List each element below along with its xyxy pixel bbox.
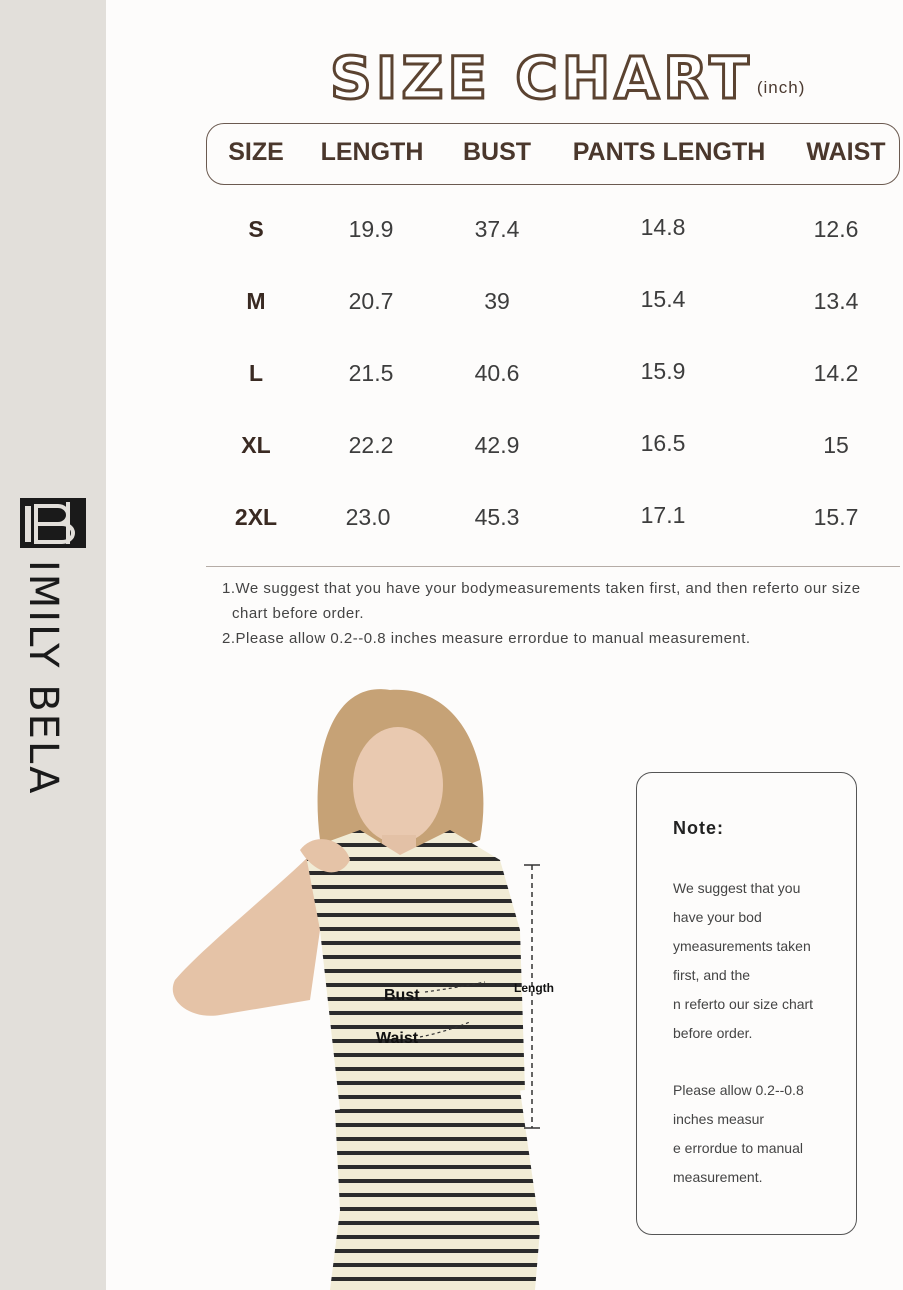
note-line: inches measur <box>673 1111 765 1127</box>
bust-label: Bust <box>384 987 420 1004</box>
length-cell: 20.7 <box>348 288 394 314</box>
size-cell: L <box>248 360 264 386</box>
size-cell: XL <box>241 432 271 458</box>
note-line: We suggest that you <box>673 880 801 896</box>
note-title: Note: <box>673 818 724 838</box>
note-line: chart before order. <box>232 605 365 622</box>
waist-cell: 13.4 <box>813 288 859 314</box>
length-cell: 21.5 <box>348 360 394 386</box>
waist-cell: 15 <box>823 432 849 458</box>
measurement-notes <box>222 576 902 651</box>
note-line: first, and the <box>673 967 751 983</box>
waist-label: Waist <box>376 1030 419 1047</box>
note-line: e errordue to manual <box>673 1140 803 1156</box>
pants-length-cell: 15.9 <box>640 358 686 384</box>
size-cell: M <box>246 288 266 314</box>
column-header-bust: BUST <box>462 138 532 166</box>
note-line: before order. <box>673 1025 753 1041</box>
model-photo <box>160 670 580 1290</box>
table-header-pill <box>206 123 900 185</box>
pants-length-cell: 15.4 <box>640 286 686 312</box>
page-title-block <box>330 40 805 110</box>
length-label: Length <box>514 981 554 995</box>
size-cell: 2XL <box>234 504 278 530</box>
note-paragraph-2 <box>673 1076 848 1192</box>
waist-cell: 14.2 <box>813 360 859 386</box>
length-cell: 19.9 <box>348 216 394 242</box>
waist-cell: 15.7 <box>813 504 859 530</box>
length-cell: 22.2 <box>348 432 394 458</box>
page-title: SIZE CHART <box>330 44 753 112</box>
column-header-pants-length: PANTS LENGTH <box>572 138 766 166</box>
brand-name: IMILY BELA <box>20 560 66 796</box>
bust-cell: 37.4 <box>474 216 520 242</box>
note-line: measurement. <box>673 1169 763 1185</box>
note-line: Please allow 0.2--0.8 <box>673 1082 804 1098</box>
pants-length-cell: 17.1 <box>640 502 686 528</box>
waist-cell: 12.6 <box>813 216 859 242</box>
table-divider <box>206 566 900 567</box>
note-line: 1.We suggest that you have your bodymeasurements taken first, and then referto our size <box>222 580 861 597</box>
column-header-waist: WAIST <box>806 138 886 166</box>
pants-length-cell: 16.5 <box>640 430 686 456</box>
column-header-length: LENGTH <box>320 138 424 166</box>
bust-cell: 45.3 <box>474 504 520 530</box>
size-cell: S <box>248 216 264 242</box>
bust-cell: 40.6 <box>474 360 520 386</box>
note-line: ymeasurements taken <box>673 938 811 954</box>
note-line: n referto our size chart <box>673 996 814 1012</box>
note-line: have your bod <box>673 909 762 925</box>
note-paragraph-1 <box>673 874 848 1048</box>
column-header-size: SIZE <box>228 138 284 166</box>
note-line: 2.Please allow 0.2--0.8 inches measure errordue to manual measurement. <box>222 630 751 647</box>
bust-cell: 39 <box>484 288 510 314</box>
length-cell: 23.0 <box>345 504 391 530</box>
ib-monogram-icon <box>20 498 86 548</box>
pants-length-cell: 14.8 <box>640 214 686 240</box>
bust-cell: 42.9 <box>474 432 520 458</box>
unit-label: (inch) <box>756 78 806 97</box>
